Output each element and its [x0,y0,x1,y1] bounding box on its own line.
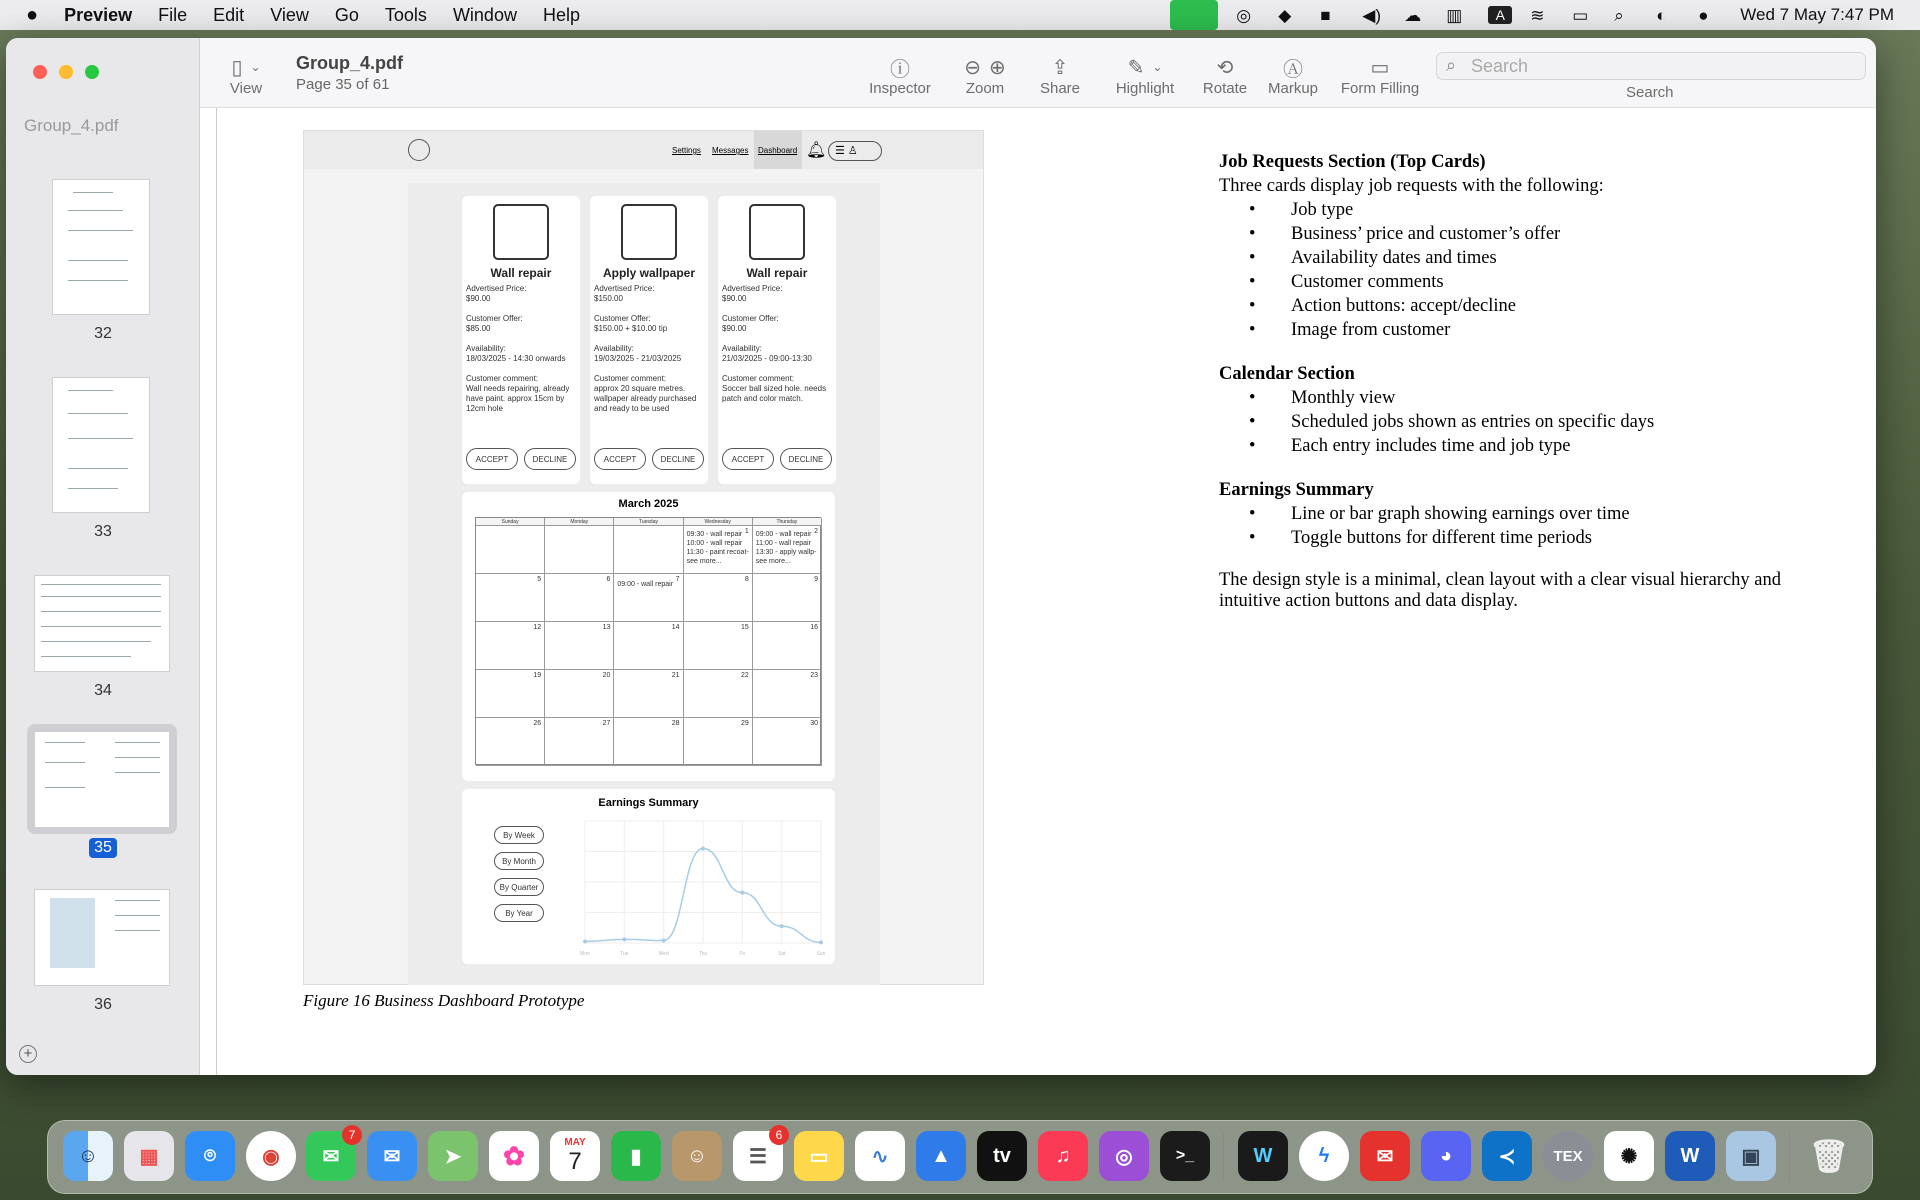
toggle-by-year: By Year [494,904,544,922]
calendar-event: 09:30 - wall repair 10:00 - wall repair 11:30 - paint recoat- see more... [686,531,749,565]
document-body-text [1219,150,1819,612]
menu-help[interactable]: Help [542,4,580,25]
dock-discord-icon[interactable]: ◕ [1421,1131,1471,1181]
document-page [216,108,1871,1075]
decline-button: DECLINE [652,448,704,470]
figure-caption: Figure 16 Business Dashboard Prototype [303,991,585,1010]
calendar-date-number: 13 [602,624,611,631]
share-icon: ⇪ [1051,56,1069,79]
x-tick-label: Sat [777,951,786,957]
calendar-date-number: 7 [675,576,680,583]
job-card-details: Advertised Price: $90.00 Customer Offer: $90.00 Availability: 21/03/2025 - 09:00-13:30 Customer comment: Soccer ball sized hole. needs patch and color match. [722,284,827,403]
calendar-day-cell [753,574,822,622]
toggle-by-quarter: By Quarter [494,878,544,896]
calendar-date-number: 12 [533,624,542,631]
list-item: • Scheduled jobs shown as entries on specific days [1279,410,1819,434]
dock-maps-icon[interactable]: ➤ [428,1131,478,1181]
calendar-date-number: 16 [810,624,818,631]
wifi-icon[interactable]: ≋ [1530,6,1545,25]
form-filling-label: Form Filling [1340,80,1420,97]
rotate-icon: ⟲ [1216,56,1234,79]
calendar-date-number: 2 [814,528,818,535]
form-icon: ▭ [1370,56,1390,79]
dock [47,1120,1873,1194]
logo-placeholder-icon [408,139,430,161]
accept-button: ACCEPT [722,448,774,470]
calendar-date-number: 5 [537,576,542,583]
siri-icon[interactable]: ● [1698,6,1709,25]
menu-go[interactable]: Go [334,4,359,25]
x-tick-label: Fri [739,951,746,957]
zoom-window-button[interactable] [85,65,99,79]
list-item: • Job type [1279,198,1819,222]
calendar-day-cell [753,718,822,766]
x-tick-label: Wed [658,951,669,957]
highlight-label: Highlight [1115,80,1175,97]
page-label-33: 33 [94,523,112,540]
calendar-day-cell [545,526,614,574]
dock-keynote-icon[interactable]: ▲ [916,1131,966,1181]
job-card-title: Apply wallpaper [602,266,696,280]
dock-vscode-icon[interactable]: ≺ [1482,1131,1532,1181]
profile-menu-icon: ☰ ♙ [828,141,882,161]
dock-podcasts-icon[interactable]: ◎ [1099,1131,1149,1181]
dock-freeform-icon[interactable]: ∿ [855,1131,905,1181]
bell-icon: 🔔︎ [806,142,827,159]
page-indicator: Page 35 of 61 [296,76,390,93]
menu-file[interactable]: File [158,4,188,25]
add-page-icon[interactable]: + [19,1045,37,1063]
calendar-date-number: 23 [810,672,818,679]
job-card-details: Advertised Price: $90.00 Customer Offer: $85.00 Availability: 18/03/2025 - 14:30 onwards Customer comment: Wall needs repairing, already have paint. approx 15cm by 12cm hole [466,284,570,413]
search-label: Search [1626,84,1674,101]
view-label: View [229,80,263,97]
zoom-in-icon[interactable]: ⊕ [989,56,1006,79]
input-source-icon[interactable]: A [1488,6,1512,24]
calendar-event: 09:00 - wall repair 11:00 - wall repair 13:30 - apply wallp- see more... [755,531,817,565]
decline-button: DECLINE [524,448,576,470]
calendar-day-header: Tuesday [614,518,683,526]
spotlight-icon[interactable]: ⌕ [1614,6,1624,25]
calendar-date-number: 27 [602,720,611,727]
list-item: • Each entry includes time and job type [1279,434,1819,458]
list-item: • Line or bar graph showing earnings over time [1279,502,1819,526]
zoom-button[interactable] [950,54,1020,97]
calendar-date-number: 26 [533,720,542,727]
list-item: • Business’ price and customer’s offer [1279,222,1819,246]
dock-divider [1223,1133,1224,1181]
page-label-35: 35 [89,838,117,858]
nav-messages: Messages [712,146,749,155]
list-item: • Availability dates and times [1279,246,1819,270]
job-card-1 [462,196,580,484]
menu-bar [0,0,1920,30]
dock-messages-icon[interactable]: ✉ 7 [306,1131,356,1181]
apple-icon[interactable]: ● [26,3,39,26]
data-point [701,846,705,850]
calendar-event: 09:00 - wall repair [617,581,674,588]
calendar-day-cell [476,718,545,766]
earnings-widget [462,789,835,964]
data-point [583,939,587,943]
calendar-grid [475,517,821,765]
dock-chrome-icon[interactable]: ◉ [246,1131,296,1181]
dock-tv-icon[interactable]: tv [977,1131,1027,1181]
calendar-day-cell [684,718,753,766]
calendar-day-cell [545,622,614,670]
inspector-label: Inspector [869,80,931,97]
markup-icon: Ⓐ [1283,58,1303,81]
inspector-button[interactable] [860,54,940,97]
calendar-day-cell [753,622,822,670]
calendar-day-cell [684,526,753,574]
data-point [819,940,823,944]
facetime-status-icon[interactable] [1170,0,1218,30]
calendar-day-cell [753,670,822,718]
calendar-day-header: Monday [545,518,614,526]
dock-preview-icon[interactable]: ▣ [1726,1131,1776,1181]
image-placeholder-icon [621,204,677,260]
dock-chatgpt-icon[interactable]: ✺ [1604,1131,1654,1181]
document-title: Group_4.pdf [296,53,403,73]
rotate-label: Rotate [1202,80,1248,97]
zoom-out-icon[interactable]: ⊖ [964,56,981,79]
dock-terminal-icon[interactable]: >_ [1160,1131,1210,1181]
x-tick-label: Thu [698,951,708,957]
highlight-button[interactable] [1110,54,1180,97]
calendar-day-cell [545,718,614,766]
toggle-by-month: By Month [494,852,544,870]
rotate-button[interactable] [1195,54,1255,97]
calendar-day: 7 [568,1148,582,1175]
thumbnail-page-36[interactable] [35,890,169,985]
calendar-day-header: Thursday [753,518,822,526]
calendar-day-cell [684,574,753,622]
chatgpt-status-icon[interactable]: ◎ [1236,6,1252,25]
calendar-date-number: 28 [671,720,680,727]
calendar-day-cell [476,526,545,574]
calendar-date-number: 1 [744,528,749,535]
bullet-list [1279,198,1819,342]
x-tick-label: Mon [580,951,590,957]
image-placeholder-icon [493,204,549,260]
sidebar-doc-title: Group_4.pdf [24,116,119,135]
thumbnail-page-34[interactable] [35,576,169,671]
dock-numbers-icon[interactable]: ▮ [611,1131,661,1181]
search-icon: ⌕ [1446,55,1457,75]
dock-launchpad-icon[interactable]: ▦ [124,1131,174,1181]
calendar-day-cell [614,718,683,766]
menu-edit[interactable]: Edit [213,4,245,25]
chevron-down-icon: ⌄ [250,60,261,74]
calendar-date-number: 30 [810,720,818,727]
job-card-2 [590,196,708,484]
thumbnail-sidebar [6,38,200,1075]
dock-mail-app-icon[interactable]: ✉ [1360,1131,1410,1181]
accept-button: ACCEPT [466,448,518,470]
reminders-badge: 6 [769,1125,789,1145]
calendar-day-cell [545,574,614,622]
dock-safari-icon[interactable]: ⌾ [185,1131,235,1181]
dropbox-status-icon[interactable]: ◆ [1278,6,1292,25]
calendar-date-number: 21 [671,672,680,679]
dock-calendar-icon[interactable] [550,1131,600,1181]
menu-tools[interactable]: Tools [384,4,427,25]
data-point [740,891,744,895]
toggle-by-week: By Week [494,826,544,844]
decline-button: DECLINE [780,448,832,470]
calendar-date-number: 22 [740,672,749,679]
messages-badge: 7 [342,1125,362,1145]
memory-status-icon[interactable]: ▥ [1446,6,1463,25]
nav-dashboard: Dashboard [758,146,798,155]
markup-button[interactable] [1263,54,1323,97]
earnings-line-chart [577,811,827,961]
view-button[interactable] [220,54,272,97]
bullet-list [1279,502,1819,550]
dock-music-icon[interactable]: ♫ [1038,1131,1088,1181]
share-button[interactable] [1030,54,1090,97]
volume-icon[interactable]: ◀) [1362,6,1382,25]
calendar-day-header: Sunday [476,518,545,526]
dock-notes-icon[interactable]: ▭ [794,1131,844,1181]
calendar-day-cell [684,670,753,718]
calendar-date-number: 29 [740,720,749,727]
accept-button: ACCEPT [594,448,646,470]
menu-app-name[interactable]: Preview [64,4,133,25]
calendar-day-cell [753,526,822,574]
toolbar [200,38,1876,108]
dock-divider [1789,1133,1790,1181]
calendar-day-cell [614,574,683,622]
cloud-status-icon[interactable]: ☁ [1404,6,1422,25]
image-placeholder-icon [749,204,805,260]
form-filling-button[interactable] [1335,54,1425,97]
calendar-date-number: 19 [533,672,542,679]
prototype-navbar [304,131,983,169]
page-label-36: 36 [94,996,112,1013]
zoom-label: Zoom [965,80,1005,97]
list-item: • Image from customer [1279,318,1819,342]
conclusion-paragraph: The design style is a minimal, clean layout with a clear visual hierarchy and intuitive action buttons and data display. [1219,570,1782,611]
calendar-widget [462,492,835,781]
thumbnail-page-35[interactable] [35,732,169,827]
list-item: • Customer comments [1279,270,1819,294]
menu-view[interactable]: View [270,4,309,25]
sidebar-toggle-icon: ▯ [231,56,243,79]
page-label-34: 34 [94,682,112,699]
menu-window[interactable]: Window [452,4,517,25]
calendar-month: MAY [564,1137,586,1148]
section-heading-job-requests: Job Requests Section (Top Cards) [1219,152,1486,172]
dock-word-icon[interactable]: W [1665,1131,1715,1181]
section-heading-earnings: Earnings Summary [1219,480,1374,500]
calendar-date-number: 15 [740,624,749,631]
dock-photos-icon[interactable]: ✿ [489,1131,539,1181]
calendar-day-cell [614,622,683,670]
calendar-date-number: 9 [814,576,818,583]
dock-tex-icon[interactable]: TEX [1543,1131,1593,1181]
grammarly-status-icon[interactable]: ■ [1320,6,1331,25]
calendar-day-cell [684,622,753,670]
calendar-title: March 2025 [618,498,679,510]
list-item: • Toggle buttons for different time periods [1279,526,1819,550]
dock-trash-icon[interactable]: 🗑︎ [1808,1138,1850,1174]
calendar-date-number: 14 [671,624,680,631]
share-label: Share [1039,80,1081,97]
data-point [622,937,626,941]
control-center-icon[interactable]: ◐ [1656,6,1667,25]
dock-contacts-icon[interactable]: ☺ [672,1131,722,1181]
data-point [780,924,784,928]
data-point [662,939,666,943]
page-label-32: 32 [94,325,112,342]
x-tick-label: Tue [620,951,629,957]
figure-dashboard-prototype [303,130,984,985]
minimize-window-button[interactable] [59,65,73,79]
job-card-details: Advertised Price: $150.00 Customer Offer: $150.00 + $10.00 tip Availability: 19/03/2025 - 21/03/2025 Customer comment: approx 20 square metres. wallpaper already purchased and ready to be used [594,284,697,413]
info-icon: ⓘ [890,58,910,81]
earnings-title: Earnings Summary [598,797,699,809]
calendar-day-cell [614,526,683,574]
dock-messenger-icon[interactable]: ϟ [1299,1131,1349,1181]
bullet-list [1279,386,1819,458]
calendar-day-cell [476,622,545,670]
calendar-day-cell [545,670,614,718]
job-card-title: Wall repair [490,266,552,280]
thumbnail-page-33[interactable] [53,378,149,512]
calendar-date-number: 8 [744,576,749,583]
calendar-day-cell [476,574,545,622]
x-tick-label: Sun [816,951,826,957]
menu-clock[interactable]: Wed 7 May 7:47 PM [1740,5,1894,24]
job-card-3 [718,196,836,484]
preview-window [6,38,1876,1075]
search-input[interactable]: Search [1436,52,1866,80]
close-window-button[interactable] [33,65,47,79]
dock-mail-icon[interactable]: ✉ [367,1131,417,1181]
calendar-day-cell [476,670,545,718]
battery-icon[interactable]: ▭ [1572,6,1589,25]
dock-webex-icon[interactable]: W [1238,1131,1288,1181]
calendar-day-cell [614,670,683,718]
chevron-down-icon[interactable]: ⌄ [1152,60,1163,74]
highlighter-icon: ✎ [1127,56,1145,79]
markup-label: Markup [1267,80,1319,97]
list-item: • Action buttons: accept/decline [1279,294,1819,318]
section-heading-calendar: Calendar Section [1219,364,1355,384]
section-intro: Three cards display job requests with the following: [1219,176,1604,196]
thumbnail-page-32[interactable] [53,180,149,314]
list-item: • Monthly view [1279,386,1819,410]
dock-finder-icon[interactable]: ☺ [63,1131,113,1181]
calendar-date-number: 20 [602,672,611,679]
job-card-title: Wall repair [746,266,808,280]
dock-reminders-icon[interactable]: ☰ 6 [733,1131,783,1181]
calendar-date-number: 6 [606,576,611,583]
nav-settings: Settings [672,146,701,155]
calendar-day-header: Wednesday [684,518,753,526]
